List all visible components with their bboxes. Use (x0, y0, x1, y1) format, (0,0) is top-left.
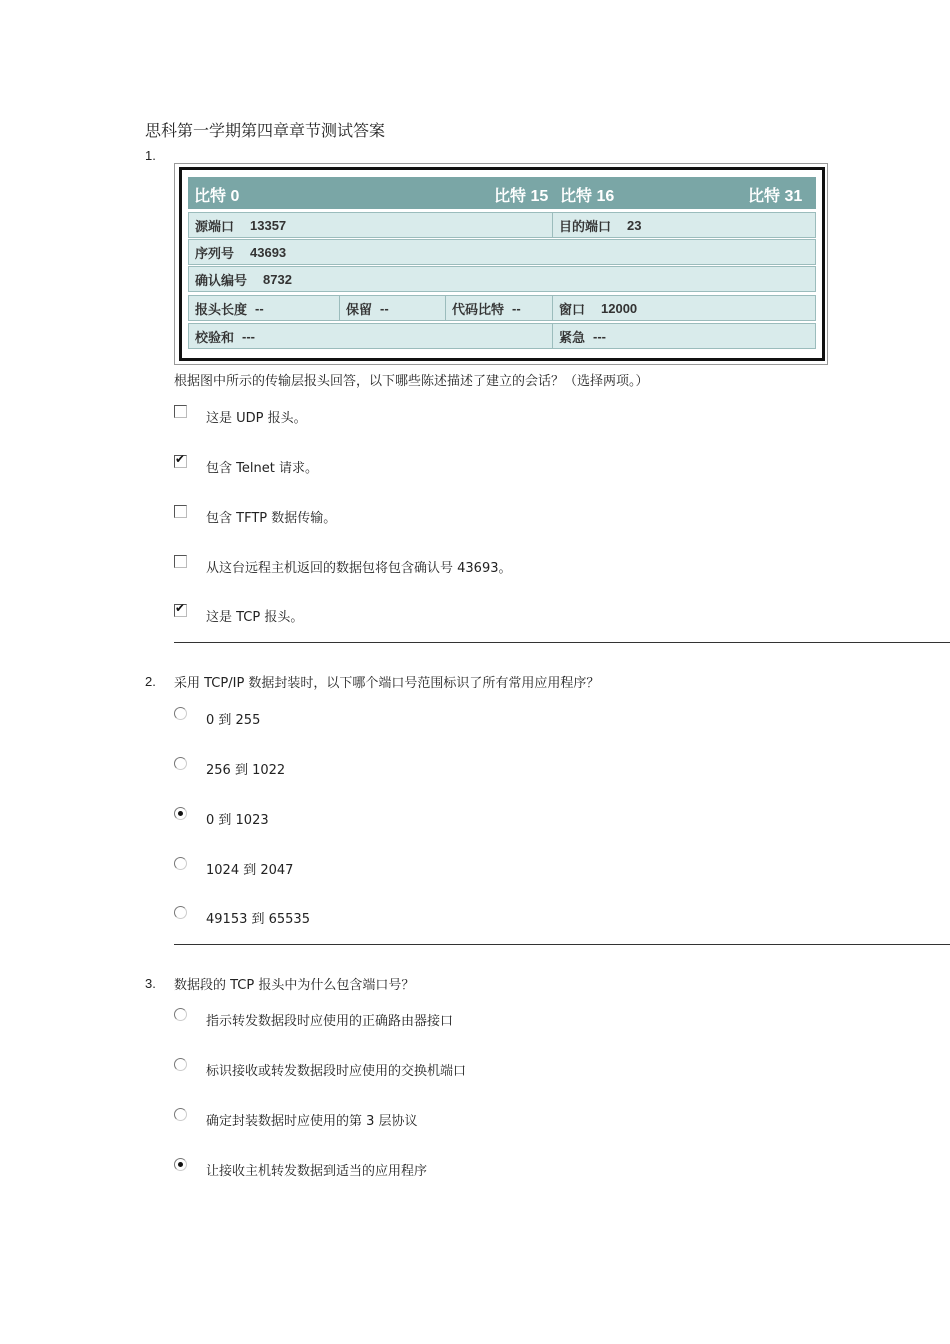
bit-ruler (188, 177, 816, 209)
q3-option-2[interactable] (174, 1059, 466, 1079)
tcp-header-figure (174, 163, 828, 365)
checksum-row (188, 323, 816, 349)
checksum-value: --- (242, 328, 256, 344)
q3-option-4[interactable] (174, 1159, 427, 1179)
checkbox[interactable] (174, 405, 187, 418)
option-label: 包含 TFTP 数据传输。 (206, 510, 337, 526)
checksum-cell (189, 324, 553, 348)
ports-row (188, 212, 816, 238)
radio-button[interactable] (174, 1108, 187, 1121)
window-value: 12000 (601, 300, 638, 316)
radio-button-selected[interactable] (174, 807, 187, 820)
question-3-number: 3. (145, 976, 156, 991)
q2-option-4[interactable] (174, 858, 293, 878)
q1-option-3[interactable] (174, 506, 336, 526)
q1-option-5[interactable] (174, 605, 303, 625)
option-label: 256 到 1022 (206, 762, 286, 778)
ack-row (188, 266, 816, 292)
urgent-cell (553, 324, 815, 348)
ack-number-label: 确认编号 (195, 272, 248, 288)
option-label: 0 到 255 (206, 712, 261, 728)
code-bits-cell (446, 296, 553, 320)
q2-option-1[interactable] (174, 708, 260, 728)
radio-button[interactable] (174, 757, 187, 770)
source-port-label: 源端口 (195, 218, 235, 234)
bit-15-label: 比特 15 (494, 188, 549, 205)
option-label: 确定封装数据时应使用的第 3 层协议 (206, 1113, 418, 1129)
bit-16-label: 比特 16 (560, 188, 615, 205)
window-cell (553, 296, 815, 320)
checkbox[interactable] (174, 505, 187, 518)
tcp-header-frame (179, 167, 825, 361)
ack-number-value: 8732 (263, 271, 292, 287)
option-label: 这是 TCP 报头。 (206, 609, 304, 625)
header-length-label: 报头长度 (195, 301, 248, 317)
ack-number-cell (189, 267, 815, 291)
option-label: 49153 到 65535 (206, 911, 310, 927)
header-length-value: -- (255, 300, 264, 316)
question-2-text: 采用 TCP/IP 数据封装时，以下哪个端口号范围标识了所有常用应用程序？ (174, 676, 600, 691)
option-label: 0 到 1023 (206, 812, 269, 828)
destination-port-label: 目的端口 (559, 218, 612, 234)
destination-port-value: 23 (627, 217, 642, 233)
sequence-row (188, 239, 816, 265)
option-label: 让接收主机转发数据到适当的应用程序 (206, 1163, 428, 1179)
radio-button[interactable] (174, 1058, 187, 1071)
radio-button[interactable] (174, 906, 187, 919)
code-bits-value: -- (512, 300, 521, 316)
bit-31-label: 比特 31 (748, 188, 803, 205)
question-3-text: 数据段的 TCP 报头中为什么包含端口号？ (174, 978, 415, 993)
option-label: 1024 到 2047 (206, 862, 294, 878)
checkbox-checked[interactable] (174, 455, 187, 468)
q3-option-3[interactable] (174, 1109, 418, 1129)
question-1-text: 根据图中所示的传输层报头回答，以下哪些陈述描述了建立的会话？（选择两项。） (174, 374, 649, 389)
reserved-cell (340, 296, 446, 320)
reserved-label: 保留 (346, 301, 373, 317)
q1-option-1[interactable] (174, 406, 307, 426)
q2-option-5[interactable] (174, 907, 310, 927)
source-port-cell (189, 213, 553, 237)
urgent-value: --- (593, 328, 607, 344)
divider (174, 944, 950, 945)
flags-row (188, 295, 816, 321)
reserved-value: -- (380, 300, 389, 316)
sequence-number-cell (189, 240, 815, 264)
q2-option-2[interactable] (174, 758, 285, 778)
radio-button[interactable] (174, 857, 187, 870)
checkbox[interactable] (174, 555, 187, 568)
header-length-cell (189, 296, 340, 320)
question-2-number: 2. (145, 674, 156, 689)
code-bits-label: 代码比特 (452, 301, 505, 317)
q1-option-2[interactable] (174, 456, 318, 476)
question-1-number: 1. (145, 148, 156, 163)
option-label: 包含 Telnet 请求。 (206, 460, 318, 476)
radio-button[interactable] (174, 1008, 187, 1021)
divider (174, 642, 950, 643)
option-label: 这是 UDP 报头。 (206, 410, 307, 426)
checksum-label: 校验和 (195, 329, 235, 345)
source-port-value: 13357 (250, 217, 287, 233)
q1-option-4[interactable] (174, 556, 512, 576)
bit-0-label: 比特 0 (194, 188, 240, 205)
window-label: 窗口 (559, 301, 586, 317)
destination-port-cell (553, 213, 815, 237)
sequence-number-label: 序列号 (195, 245, 235, 261)
radio-button-selected[interactable] (174, 1158, 187, 1171)
urgent-label: 紧急 (559, 329, 586, 345)
page-title: 思科第一学期第四章章节测试答案 (145, 121, 386, 140)
checkbox-checked[interactable] (174, 604, 187, 617)
sequence-number-value: 43693 (250, 244, 287, 260)
radio-button[interactable] (174, 707, 187, 720)
option-label: 指示转发数据段时应使用的正确路由器接口 (206, 1013, 454, 1029)
q2-option-3[interactable] (174, 808, 269, 828)
q3-option-1[interactable] (174, 1009, 453, 1029)
option-label: 标识接收或转发数据段时应使用的交换机端口 (206, 1063, 467, 1079)
option-label: 从这台远程主机返回的数据包将包含确认号 43693。 (206, 560, 512, 576)
